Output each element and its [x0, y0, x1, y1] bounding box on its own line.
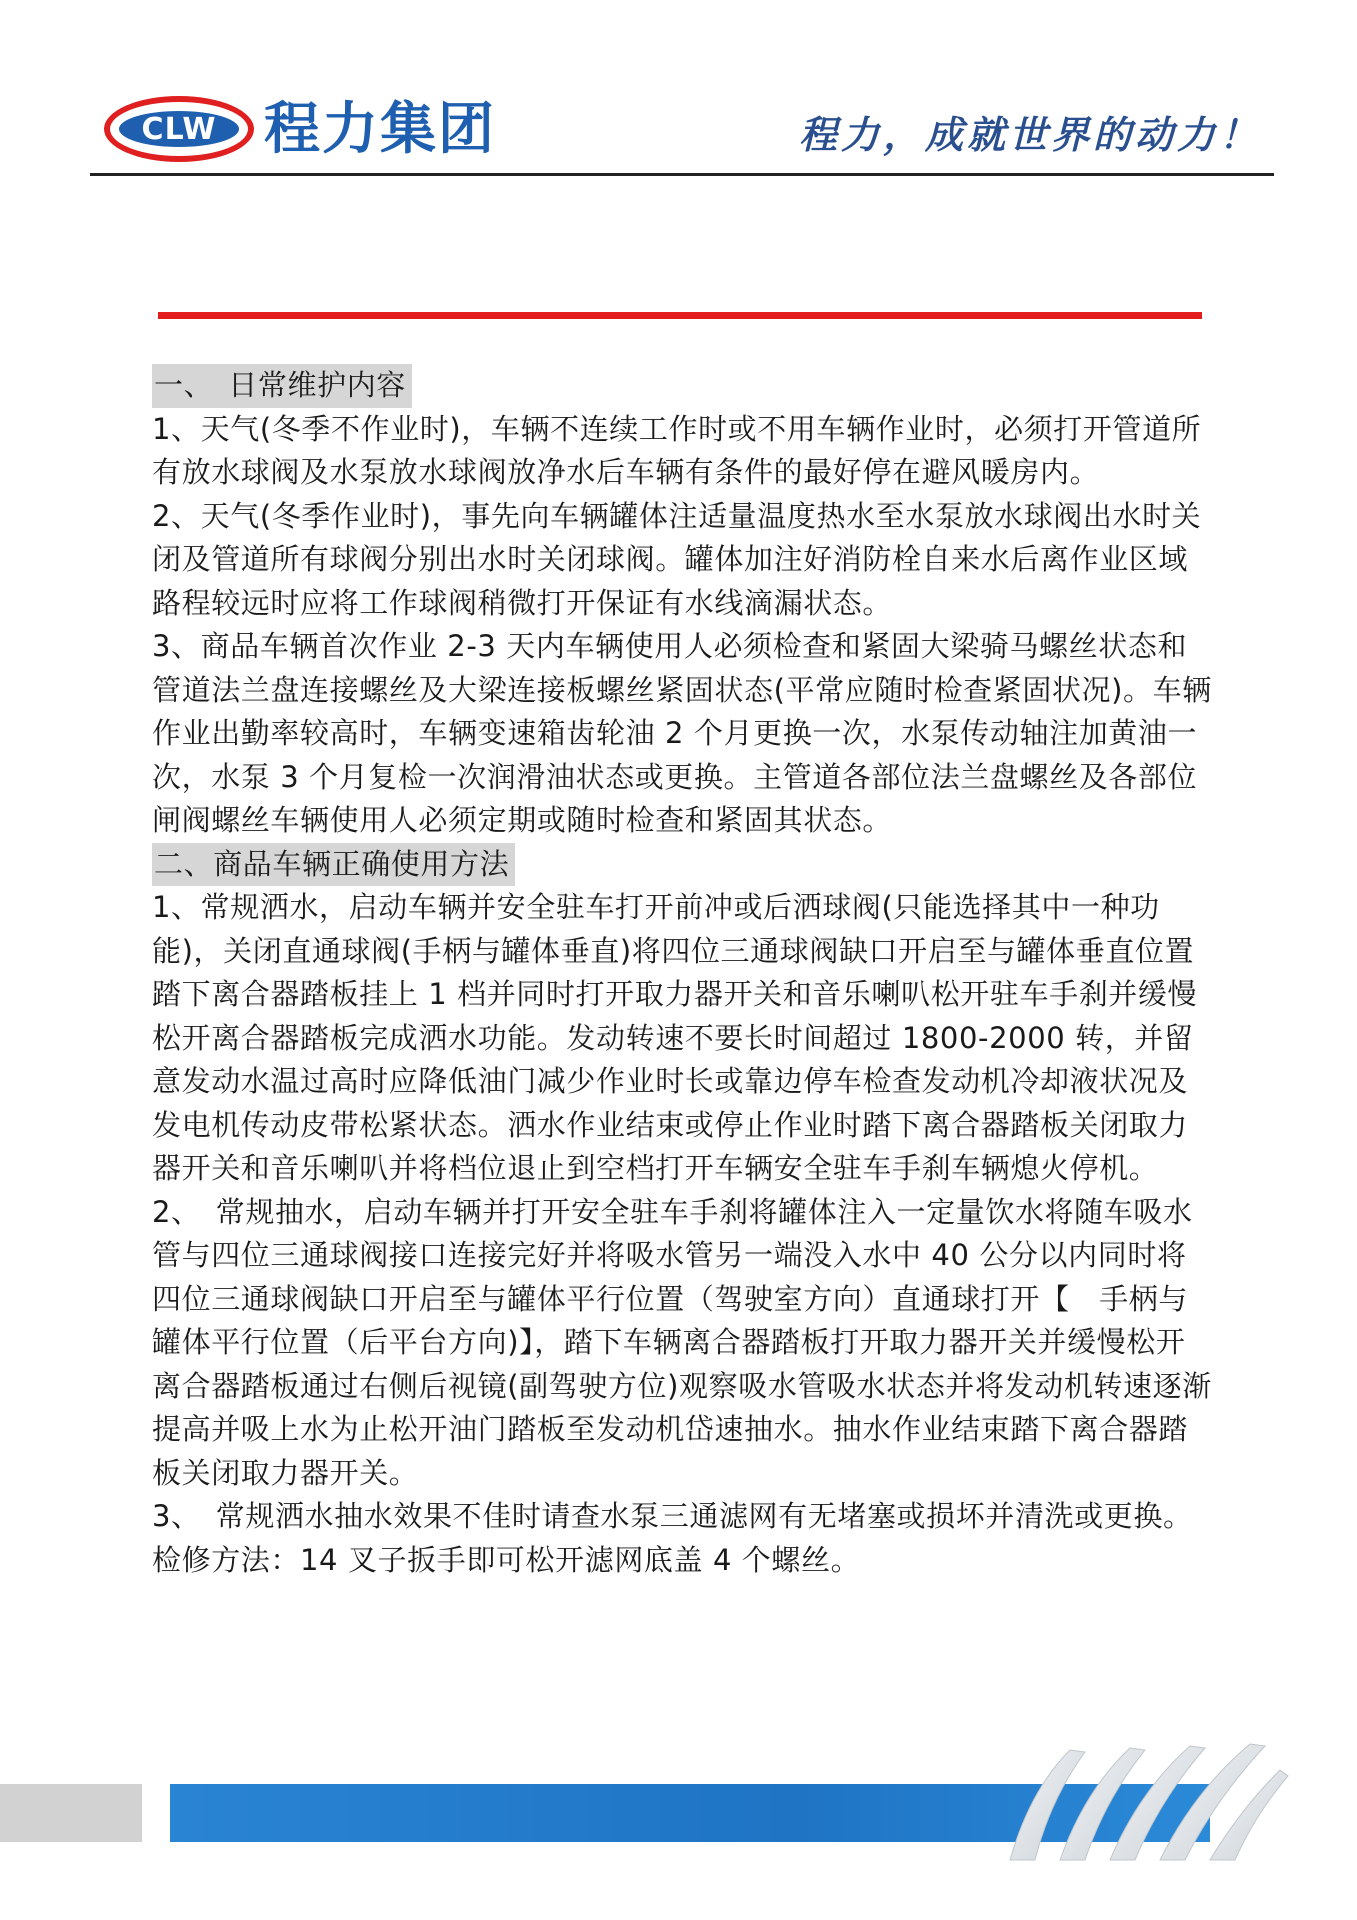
- paragraph: 1、常规洒水，启动车辆并安全驻车打开前冲或后洒球阀(只能选择其中一种功能)，关闭直通球阀(手柄与罐体垂直)将四位三通球阀缺口开启至与罐体垂直位置踏下离合器踏板挂上 1 档并同时打开取力器开关和音乐喇叭松开驻车手刹并缓慢松开离合器踏板完成洒水功能。发动转速不要长时间超过 1800-2000 转，并留意发动水温过高时应降低油门减少作业时长或靠边停车检查发动机冷却液状况及发电机传动皮带松紧状态。洒水作业结束或停止作业时踏下离合器踏板关闭取力器开关和音乐喇叭并将档位退止到空档打开车辆安全驻车手刹车辆熄火停机。: [152, 890, 1198, 1185]
- logo-company-name: 程力集团: [264, 97, 496, 162]
- section-heading: [152, 364, 1212, 408]
- company-logo: [104, 92, 534, 168]
- document-body: [152, 364, 1212, 1582]
- section-heading: [152, 843, 1212, 887]
- logo-oval-mark: [104, 96, 254, 162]
- footer-wave-graphic: [990, 1730, 1290, 1870]
- company-slogan: 程力，成就世界的动力！: [798, 112, 1261, 157]
- paragraph: 3、 常规洒水抽水效果不佳时请查水泵三通滤网有无堵塞或损坏并清洗或更换。检修方法：14 叉子扳手即可松开滤网底盖 4 个螺丝。: [152, 1499, 1193, 1577]
- section-title-usage: 二、商品车辆正确使用方法: [152, 843, 515, 887]
- paragraph: 2、天气(冬季作业时)，事先向车辆罐体注适量温度热水至水泵放水球阀出水时关闭及管道所有球阀分别出水时关闭球阀。罐体加注好消防栓自来水后离作业区域路程较远时应将工作球阀稍微打开保证有水线滴漏状态。: [152, 498, 1202, 620]
- section-title-maintenance: 一、 日常维护内容: [152, 364, 412, 408]
- header-divider: [90, 173, 1274, 176]
- paragraph: 1、天气(冬季不作业时)，车辆不连续工作时或不用车辆作业时，必须打开管道所有放水球阀及水泵放水球阀放净水后车辆有条件的最好停在避风暖房内。: [152, 411, 1202, 489]
- footer-gray-bar: [0, 1784, 142, 1842]
- red-divider: [158, 312, 1202, 319]
- paragraph: 2、 常规抽水，启动车辆并打开安全驻车手刹将罐体注入一定量饮水将随车吸水管与四位三通球阀接口连接完好并将吸水管另一端没入水中 40 公分以内同时将四位三通球阀缺口开启至与罐体平行位置（驾驶室方向）直通球打开【 手柄与罐体平行位置（后平台方向)】，踏下车辆离合器踏板打开取力器开关并缓慢松开离合器踏板通过右侧后视镜(副驾驶方位)观察吸水管吸水状态并将发动机转速逐渐提高并吸上水为止松开油门踏板至发动机岱速抽水。抽水作业结束踏下离合器踏板关闭取力器开关。: [152, 1194, 1212, 1490]
- paragraph: 3、商品车辆首次作业 2-3 天内车辆使用人必须检查和紧固大梁骑马螺丝状态和管道法兰盘连接螺丝及大梁连接板螺丝紧固状态(平常应随时检查紧固状况)。车辆作业出勤率较高时，车辆变速箱齿轮油 2 个月更换一次，水泵传动轴注加黄油一次，水泵 3 个月复检一次润滑油状态或更换。主管道各部位法兰盘螺丝及各部位闸阀螺丝车辆使用人必须定期或随时检查和紧固其状态。: [152, 629, 1212, 837]
- page-header: [0, 0, 1357, 180]
- logo-mark-text: CLW: [119, 111, 239, 147]
